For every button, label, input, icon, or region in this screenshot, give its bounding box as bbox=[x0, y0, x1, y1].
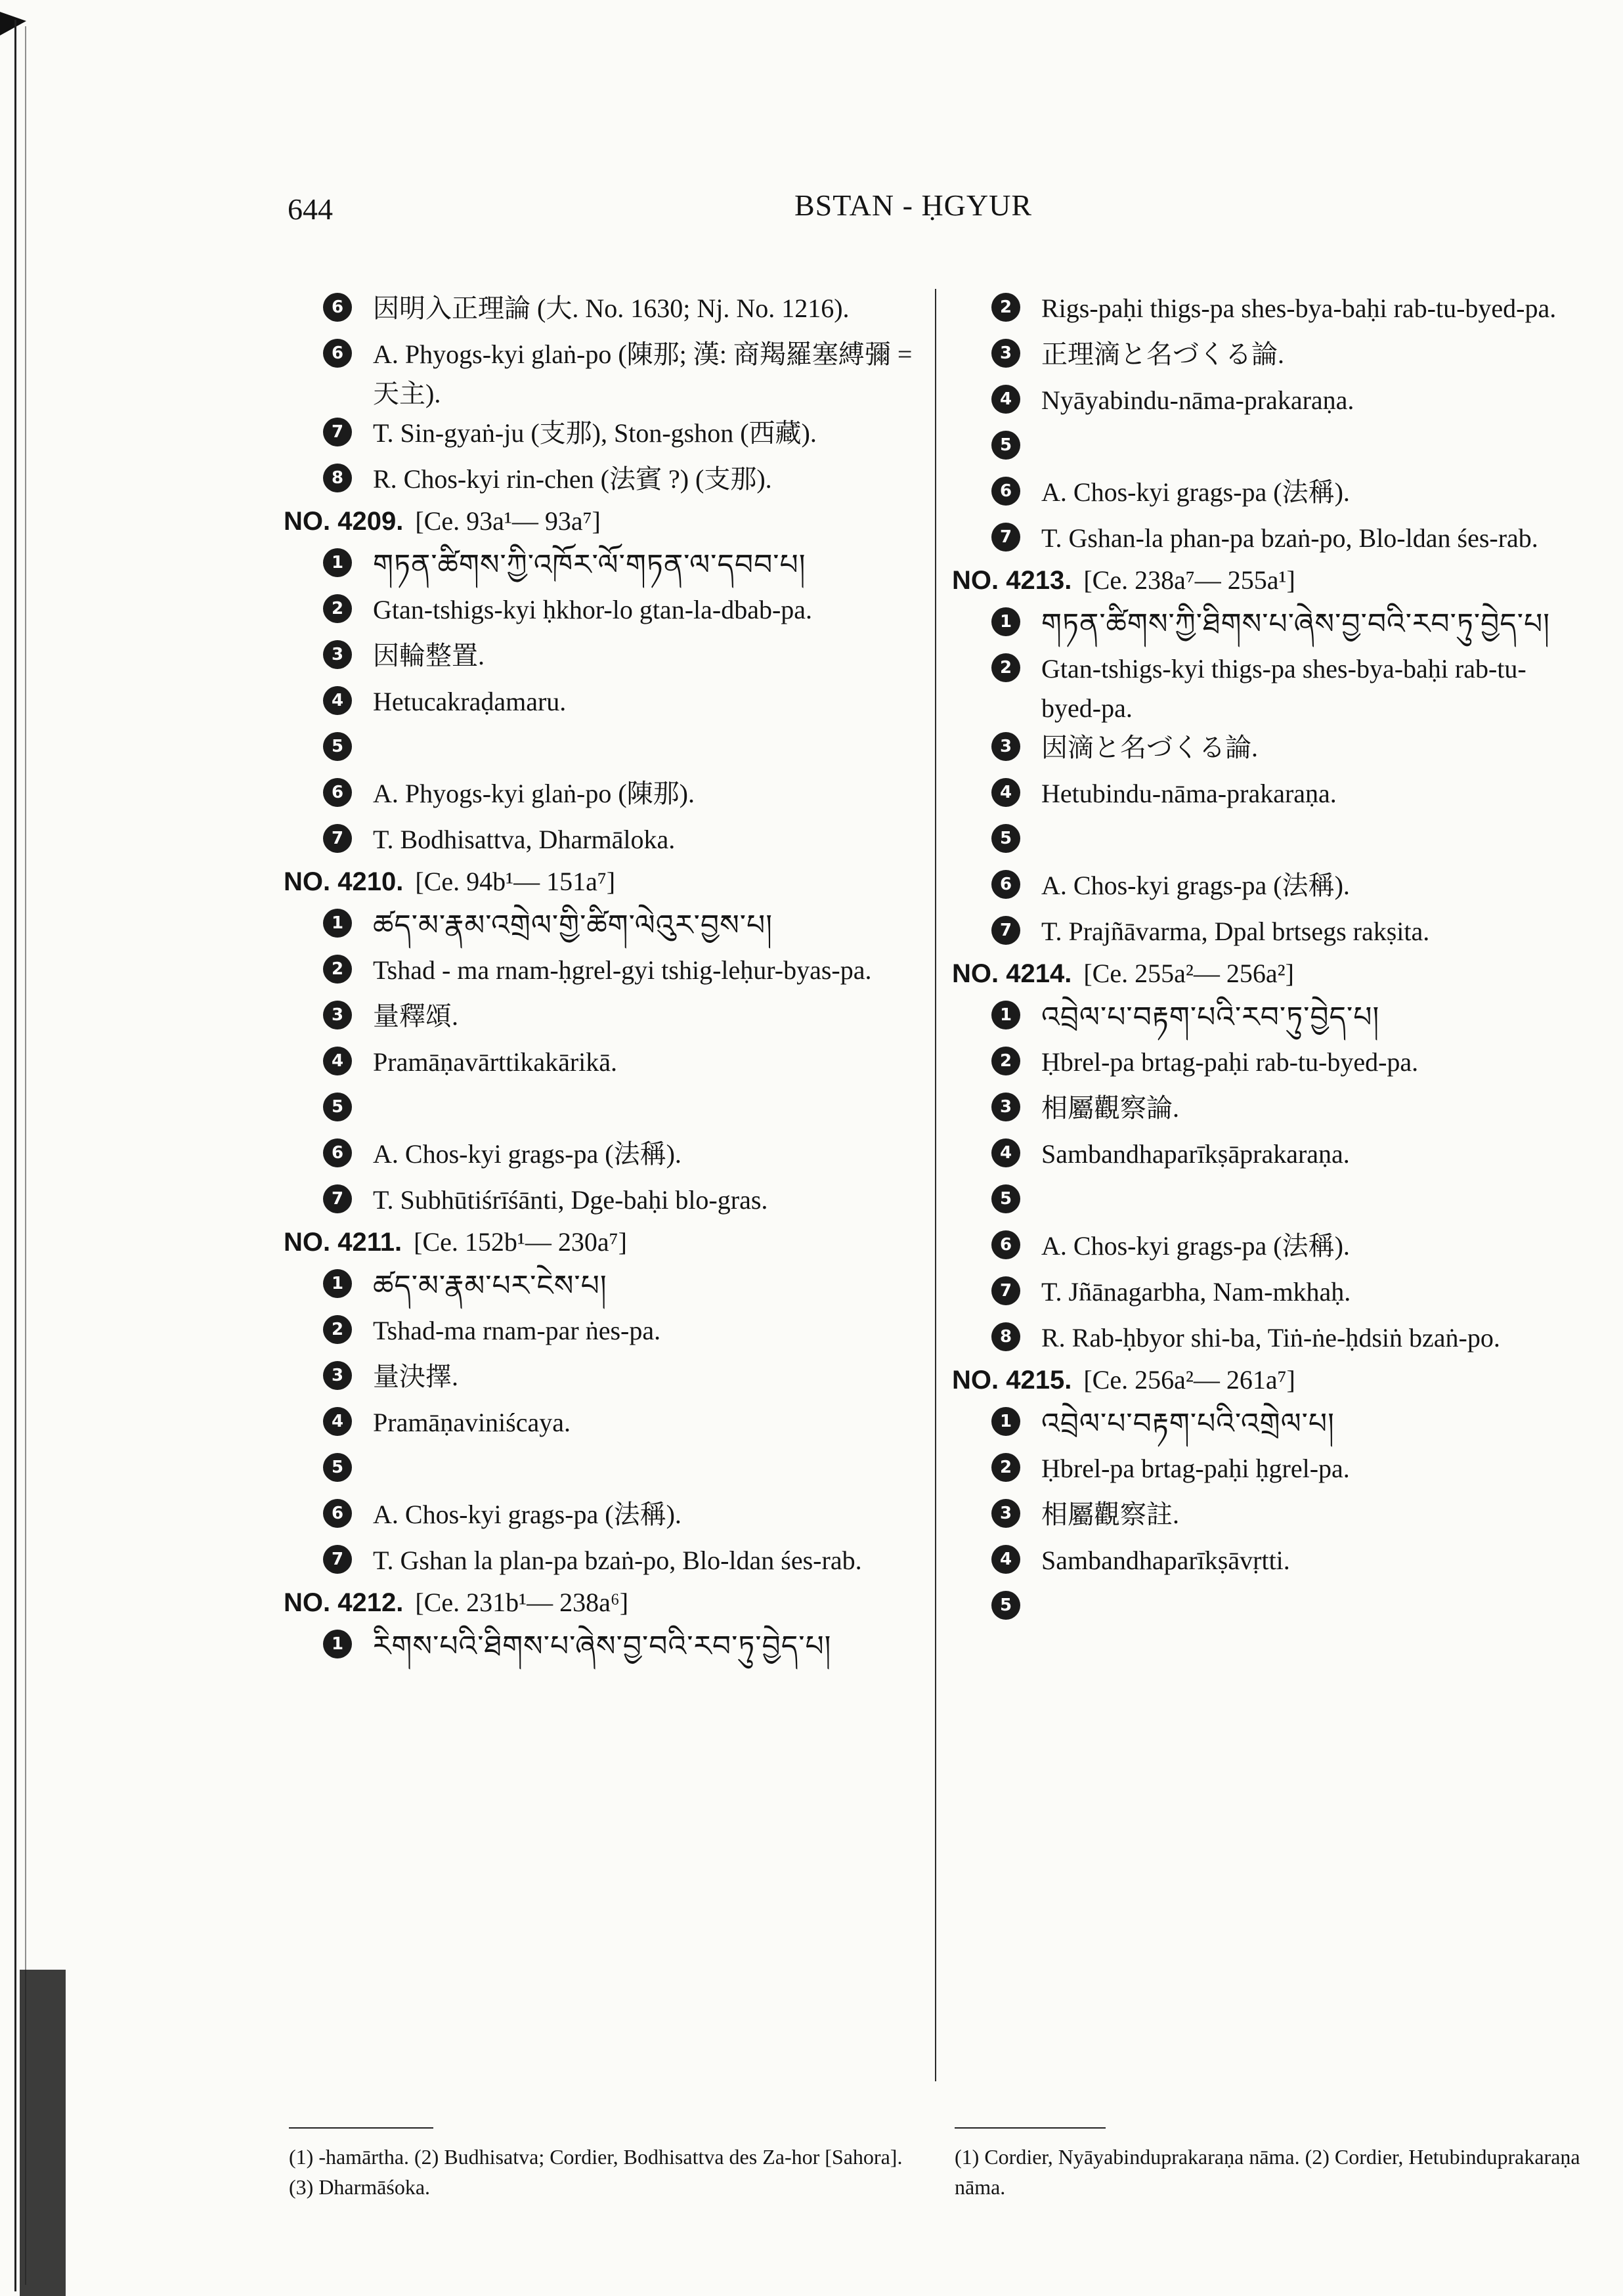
item-number: 4 bbox=[991, 1138, 1020, 1167]
list-item bbox=[284, 590, 927, 636]
list-item bbox=[284, 1541, 927, 1587]
list-item bbox=[952, 1043, 1582, 1089]
item-text: Ḥbrel-pa brtag-paḥi ḥgrel-pa. bbox=[1041, 1454, 1350, 1483]
item-number: 1 bbox=[323, 548, 352, 577]
item-number: 3 bbox=[323, 1361, 352, 1390]
item-text: 因輪整置. bbox=[373, 641, 485, 670]
tibetan-title: ཚད་མ་རྣམ་པར་ངེས་པ། bbox=[373, 1269, 607, 1303]
entry-range: [Ce. 255a²— 256a²] bbox=[1083, 959, 1294, 988]
item-text: Hetucakraḍamaru. bbox=[373, 687, 567, 716]
item-number: 4 bbox=[991, 1545, 1020, 1574]
item-text: Pramāṇavārttikakārikā. bbox=[373, 1047, 618, 1077]
entry-number: NO. 4214. bbox=[952, 959, 1072, 988]
item-number: 1 bbox=[323, 909, 352, 938]
list-item bbox=[284, 1626, 927, 1672]
list-item bbox=[952, 1587, 1582, 1633]
list-item bbox=[952, 1449, 1582, 1495]
item-text: T. Sin-gyaṅ-ju (支那), Ston-gshon (西藏). bbox=[373, 418, 817, 448]
item-number: 6 bbox=[323, 778, 352, 807]
item-text: Tshad-ma rnam-par ṅes-pa. bbox=[373, 1316, 661, 1345]
item-text: A. Phyogs-kyi glaṅ-po (陳那; 漢: 商羯羅塞縛彌 = 天主). bbox=[373, 339, 913, 408]
column-divider bbox=[935, 289, 936, 2081]
item-number: 2 bbox=[991, 1047, 1020, 1075]
item-number: 1 bbox=[323, 1630, 352, 1658]
item-number: 4 bbox=[323, 1407, 352, 1436]
entry-4209 bbox=[284, 506, 927, 866]
list-item bbox=[284, 1043, 927, 1089]
list-item bbox=[284, 820, 927, 866]
item-text: Gtan-tshigs-kyi thigs-pa shes-bya-baḥi rab-tu-byed-pa. bbox=[1041, 654, 1526, 723]
item-text: 量釋頌. bbox=[373, 1001, 458, 1031]
item-number: 1 bbox=[323, 1269, 352, 1298]
item-number: 6 bbox=[991, 870, 1020, 899]
item-number: 1 bbox=[991, 1407, 1020, 1436]
item-text: 相屬觀察註. bbox=[1041, 1500, 1179, 1529]
item-number: 5 bbox=[991, 431, 1020, 460]
list-item bbox=[284, 544, 927, 590]
item-number: 4 bbox=[323, 686, 352, 715]
item-number: 3 bbox=[991, 1093, 1020, 1121]
list-item bbox=[952, 912, 1582, 958]
entry-heading bbox=[952, 958, 1582, 989]
list-item bbox=[952, 866, 1582, 912]
item-number: 7 bbox=[323, 1545, 352, 1574]
item-number: 8 bbox=[991, 1322, 1020, 1351]
list-item bbox=[952, 774, 1582, 820]
list-item bbox=[952, 728, 1582, 774]
item-text: T. Gshan la plan-pa bzaṅ-po, Blo-ldan śes-rab. bbox=[373, 1546, 862, 1575]
list-item bbox=[952, 519, 1582, 565]
item-number: 5 bbox=[323, 732, 352, 761]
entry-4210 bbox=[284, 866, 927, 1226]
list-item bbox=[952, 1226, 1582, 1272]
list-item bbox=[284, 289, 927, 335]
entry-range: [Ce. 231b¹— 238a⁶] bbox=[415, 1588, 629, 1617]
item-number: 2 bbox=[991, 1453, 1020, 1482]
item-number: 5 bbox=[991, 1184, 1020, 1213]
entry-range: [Ce. 238a⁷— 255a¹] bbox=[1083, 565, 1295, 595]
item-number: 5 bbox=[323, 1453, 352, 1482]
footnotes-left: (1) -hamārtha. (2) Budhisatva; Cordier, Bodhisattva des Za-hor [Sahora]. (3) Dharmāśoka. bbox=[289, 2145, 903, 2199]
list-item bbox=[284, 414, 927, 460]
tibetan-title: གཏན་ཚིགས་ཀྱི་ཐིགས་པ་ཞེས་བྱ་བའི་རབ་ཏུ་བྱེད་པ། bbox=[1041, 607, 1550, 641]
list-item bbox=[952, 1089, 1582, 1135]
item-number: 7 bbox=[323, 1184, 352, 1213]
entry-4213 bbox=[952, 565, 1582, 958]
binding-shadow bbox=[20, 1970, 66, 2296]
entry-4215 bbox=[952, 1364, 1582, 1633]
list-item bbox=[284, 774, 927, 820]
list-item bbox=[284, 1449, 927, 1495]
entry-heading bbox=[952, 1364, 1582, 1395]
list-item bbox=[284, 1180, 927, 1226]
item-number: 6 bbox=[323, 293, 352, 322]
item-number: 6 bbox=[323, 339, 352, 368]
item-number: 7 bbox=[991, 523, 1020, 552]
entry-range: [Ce. 94b¹— 151a⁷] bbox=[415, 867, 616, 896]
entry-number: NO. 4210. bbox=[284, 867, 404, 896]
entry-range: [Ce. 152b¹— 230a⁷] bbox=[414, 1227, 627, 1257]
entry-heading bbox=[284, 866, 927, 897]
page-edge-mark bbox=[0, 12, 26, 35]
list-item bbox=[952, 381, 1582, 427]
item-text: Nyāyabindu-nāma-prakaraṇa. bbox=[1041, 385, 1354, 415]
tibetan-title: འབྲེལ་པ་བརྟག་པའི་རབ་ཏུ་བྱེད་པ། bbox=[1041, 1001, 1380, 1034]
list-item bbox=[284, 460, 927, 506]
item-text: 相屬觀察論. bbox=[1041, 1093, 1179, 1123]
tibetan-title: ཚད་མ་རྣམ་འགྲེལ་གྱི་ཚིག་ལེའུར་བྱས་པ། bbox=[373, 909, 773, 942]
item-text: T. Prajñāvarma, Dpal brtsegs rakṣita. bbox=[1041, 917, 1430, 946]
item-text: A. Chos-kyi grags-pa (法稱). bbox=[1041, 477, 1350, 507]
item-number: 3 bbox=[991, 1499, 1020, 1528]
entry-heading bbox=[284, 1226, 927, 1257]
item-number: 7 bbox=[991, 916, 1020, 945]
item-text: T. Gshan-la phan-pa bzaṅ-po, Blo-ldan śes-rab. bbox=[1041, 523, 1538, 553]
item-number: 2 bbox=[991, 653, 1020, 682]
right-column bbox=[952, 289, 1582, 1633]
list-item bbox=[284, 905, 927, 951]
list-item bbox=[284, 335, 927, 414]
item-number: 4 bbox=[991, 385, 1020, 414]
entry-4214 bbox=[952, 958, 1582, 1364]
list-item bbox=[952, 603, 1582, 649]
item-number: 4 bbox=[991, 778, 1020, 807]
left-column bbox=[284, 289, 927, 1672]
binding-edge-line-2 bbox=[25, 26, 26, 2285]
item-text: Gtan-tshigs-kyi ḥkhor-lo gtan-la-dbab-pa. bbox=[373, 595, 813, 624]
item-number: 3 bbox=[323, 1001, 352, 1029]
item-number: 5 bbox=[991, 1591, 1020, 1620]
list-item bbox=[952, 1318, 1582, 1364]
list-item bbox=[284, 1089, 927, 1135]
list-item bbox=[284, 728, 927, 774]
list-item bbox=[952, 649, 1582, 728]
item-number: 7 bbox=[991, 1276, 1020, 1305]
list-item bbox=[952, 335, 1582, 381]
item-text: 因明入正理論 (大. No. 1630; Nj. No. 1216). bbox=[373, 293, 850, 323]
item-text: 正理滴と名づくる論. bbox=[1041, 339, 1284, 369]
entry-range: [Ce. 93a¹— 93a⁷] bbox=[415, 506, 601, 536]
item-text: Tshad - ma rnam-ḥgrel-gyi tshig-leḥur-byas-pa. bbox=[373, 955, 872, 985]
list-item bbox=[284, 1495, 927, 1541]
item-number: 2 bbox=[323, 955, 352, 984]
item-text: A. Phyogs-kyi glaṅ-po (陳那). bbox=[373, 779, 695, 808]
item-text: Sambandhaparīkṣāprakaraṇa. bbox=[1041, 1139, 1350, 1169]
item-number: 2 bbox=[323, 594, 352, 623]
footnotes-right: (1) Cordier, Nyāyabinduprakaraṇa nāma. (2) Cordier, Hetubinduprakaraṇa nāma. bbox=[955, 2145, 1580, 2199]
item-text: T. Subhūtiśrīśānti, Dge-baḥi blo-gras. bbox=[373, 1185, 768, 1215]
item-number: 3 bbox=[991, 732, 1020, 761]
list-item bbox=[284, 951, 927, 997]
item-text: T. Bodhisattva, Dharmāloka. bbox=[373, 825, 676, 854]
list-item bbox=[952, 1135, 1582, 1180]
entry-heading bbox=[284, 506, 927, 536]
list-item bbox=[284, 1357, 927, 1403]
item-number: 2 bbox=[323, 1315, 352, 1344]
list-item bbox=[284, 997, 927, 1043]
entry-number: NO. 4212. bbox=[284, 1588, 404, 1617]
item-text: A. Chos-kyi grags-pa (法稱). bbox=[1041, 1231, 1350, 1261]
item-text: Ḥbrel-pa brtag-paḥi rab-tu-byed-pa. bbox=[1041, 1047, 1419, 1077]
item-text: R. Rab-ḥbyor shi-ba, Tiṅ-ṅe-ḥdsiṅ bzaṅ-po. bbox=[1041, 1323, 1500, 1353]
item-text: 因滴と名づくる論. bbox=[1041, 733, 1258, 762]
tibetan-title: རིགས་པའི་ཐིགས་པ་ཞེས་བྱ་བའི་རབ་ཏུ་བྱེད་པ། bbox=[373, 1630, 832, 1663]
item-number: 4 bbox=[323, 1047, 352, 1075]
list-item bbox=[952, 1495, 1582, 1541]
item-number: 2 bbox=[991, 293, 1020, 322]
tibetan-title: གཏན་ཚིགས་ཀྱི་འཁོར་ལོ་གཏན་ལ་དབབ་པ། bbox=[373, 548, 806, 582]
entry-number: NO. 4213. bbox=[952, 566, 1072, 595]
item-text: Pramāṇaviniścaya. bbox=[373, 1408, 571, 1437]
item-number: 3 bbox=[991, 339, 1020, 368]
item-text: Hetubindu-nāma-prakaraṇa. bbox=[1041, 779, 1337, 808]
item-number: 8 bbox=[323, 464, 352, 492]
item-number: 6 bbox=[323, 1499, 352, 1528]
continuation-block bbox=[952, 289, 1582, 565]
item-number: 1 bbox=[991, 1001, 1020, 1029]
item-text: R. Chos-kyi rin-chen (法賓 ?) (支那). bbox=[373, 464, 772, 494]
item-number: 6 bbox=[991, 477, 1020, 506]
item-text: A. Chos-kyi grags-pa (法稱). bbox=[373, 1139, 682, 1169]
list-item bbox=[952, 1272, 1582, 1318]
item-text: A. Chos-kyi grags-pa (法稱). bbox=[1041, 871, 1350, 900]
item-number: 1 bbox=[991, 607, 1020, 636]
footnote-rule-right bbox=[955, 2127, 1106, 2129]
list-item bbox=[284, 1135, 927, 1180]
list-item bbox=[952, 289, 1582, 335]
entry-4211 bbox=[284, 1226, 927, 1587]
list-item bbox=[284, 1265, 927, 1311]
item-number: 7 bbox=[323, 418, 352, 446]
list-item bbox=[284, 1311, 927, 1357]
entry-number: NO. 4211. bbox=[284, 1228, 402, 1257]
entry-4212 bbox=[284, 1587, 927, 1672]
item-number: 3 bbox=[323, 640, 352, 669]
item-number: 6 bbox=[991, 1230, 1020, 1259]
item-text: Sambandhaparīkṣāvṛtti. bbox=[1041, 1546, 1290, 1575]
list-item bbox=[952, 820, 1582, 866]
entry-number: NO. 4209. bbox=[284, 507, 404, 536]
tibetan-title: འབྲེལ་པ་བརྟག་པའི་འགྲེལ་པ། bbox=[1041, 1407, 1335, 1440]
item-text: 量決擇. bbox=[373, 1362, 458, 1391]
page-number: 644 bbox=[288, 192, 333, 226]
list-item bbox=[952, 1403, 1582, 1449]
continuation-block bbox=[284, 289, 927, 506]
list-item bbox=[952, 997, 1582, 1043]
item-text: T. Jñānagarbha, Nam-mkhaḥ. bbox=[1041, 1277, 1351, 1307]
running-head: BSTAN - ḤGYUR bbox=[794, 188, 1032, 222]
entry-heading bbox=[952, 565, 1582, 596]
list-item bbox=[952, 473, 1582, 519]
entry-range: [Ce. 256a²— 261a⁷] bbox=[1083, 1365, 1295, 1395]
list-item bbox=[952, 1541, 1582, 1587]
item-number: 5 bbox=[991, 824, 1020, 853]
list-item bbox=[284, 682, 927, 728]
list-item bbox=[952, 427, 1582, 473]
binding-edge-line bbox=[14, 20, 16, 2291]
item-number: 6 bbox=[323, 1138, 352, 1167]
item-text: Rigs-paḥi thigs-pa shes-bya-baḥi rab-tu-byed-pa. bbox=[1041, 293, 1557, 323]
list-item bbox=[952, 1180, 1582, 1226]
entry-number: NO. 4215. bbox=[952, 1366, 1072, 1395]
footnote-rule-left bbox=[289, 2127, 433, 2129]
item-text: A. Chos-kyi grags-pa (法稱). bbox=[373, 1500, 682, 1529]
item-number: 7 bbox=[323, 824, 352, 853]
list-item bbox=[284, 636, 927, 682]
entry-heading bbox=[284, 1587, 927, 1618]
item-number: 5 bbox=[323, 1093, 352, 1121]
list-item bbox=[284, 1403, 927, 1449]
